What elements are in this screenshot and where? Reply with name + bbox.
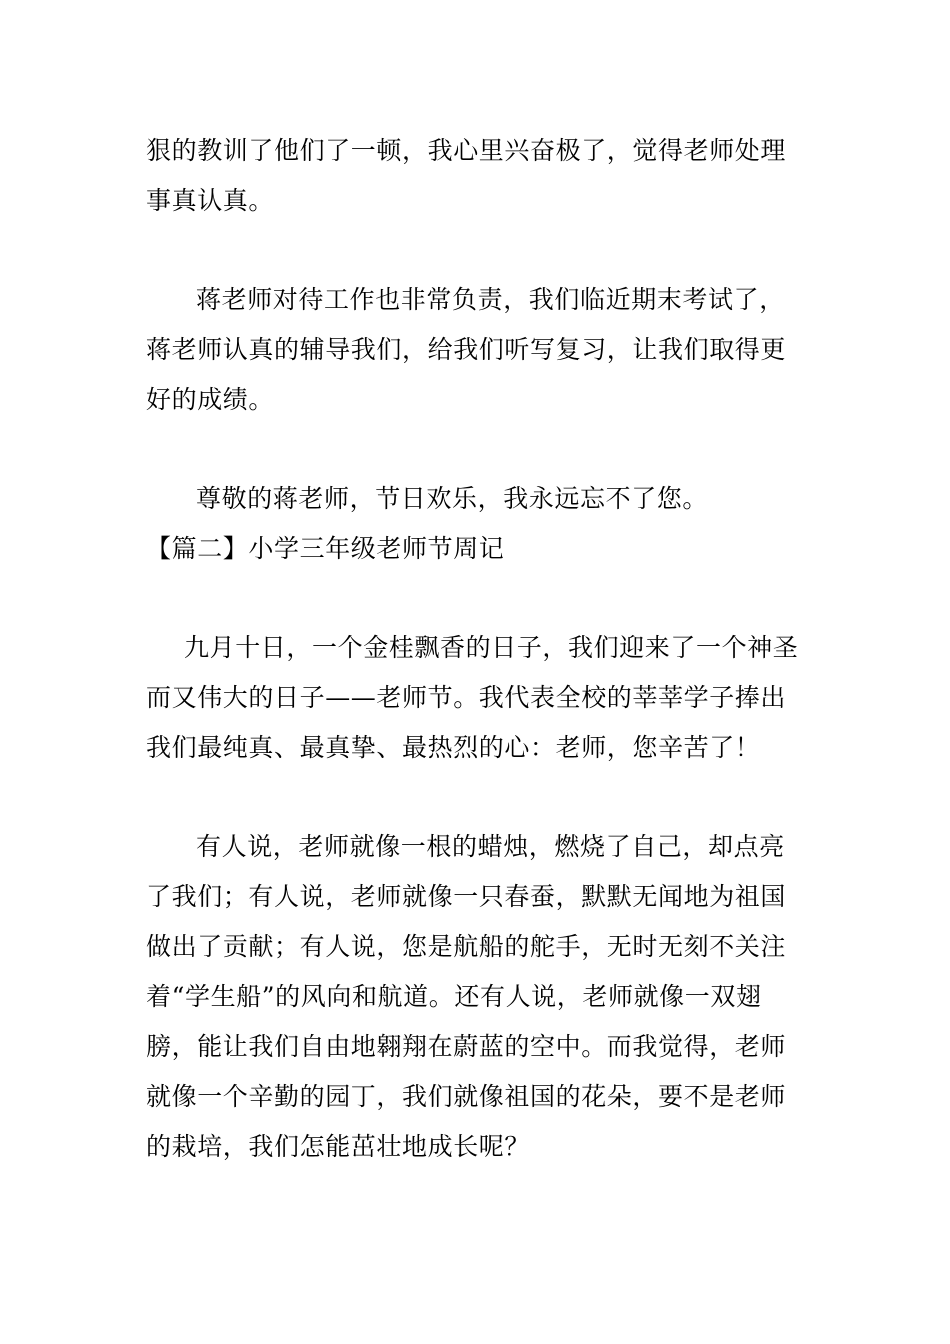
- paragraph-4: [146, 623, 808, 773]
- text-line: 尊敬的蒋老师，节日欢乐，我永远忘不了您。: [196, 484, 709, 513]
- text-line: 狠的教训了他们了一顿，我心里兴奋极了，觉得老师处理: [146, 136, 787, 165]
- paragraph-1: [146, 126, 808, 226]
- text-line: 膀，能让我们自由地翱翔在蔚蓝的空中。而我觉得，老师: [146, 1032, 787, 1061]
- text-line: 有人说，老师就像一根的蜡烛，燃烧了自己，却点亮: [196, 832, 785, 861]
- text-line: 事真认真。: [146, 186, 275, 215]
- paragraph-5: [146, 822, 808, 1172]
- text-line: 九月十日，一个金桂飘香的日子，我们迎来了一个神圣: [184, 633, 799, 662]
- text-line: 好的成绩。: [146, 385, 275, 414]
- text-line: 蒋老师认真的辅导我们，给我们听写复习，让我们取得更: [146, 335, 787, 364]
- text-line: 我们最纯真、最真挚、最热烈的心：老师，您辛苦了！: [146, 733, 761, 762]
- section-heading: 【篇二】小学三年级老师节周记: [146, 534, 505, 563]
- text-line: 了我们；有人说，老师就像一只春蚕，默默无闻地为祖国: [146, 882, 787, 911]
- text-line: 的栽培，我们怎能茁壮地成长呢？: [146, 1132, 531, 1161]
- text-line: 做出了贡献；有人说，您是航船的舵手，无时无刻不关注: [146, 932, 787, 961]
- text-line: 蒋老师对待工作也非常负责，我们临近期末考试了，: [196, 285, 785, 314]
- text-line: 着“学生船”的风向和航道。还有人说，老师就像一双翅: [146, 982, 762, 1011]
- text-line: 就像一个辛勤的园丁，我们就像祖国的花朵，要不是老师: [146, 1082, 787, 1111]
- text-line: 而又伟大的日子——老师节。我代表全校的莘莘学子捧出: [146, 683, 787, 712]
- paragraph-2: [146, 275, 808, 425]
- paragraph-3: [146, 474, 808, 524]
